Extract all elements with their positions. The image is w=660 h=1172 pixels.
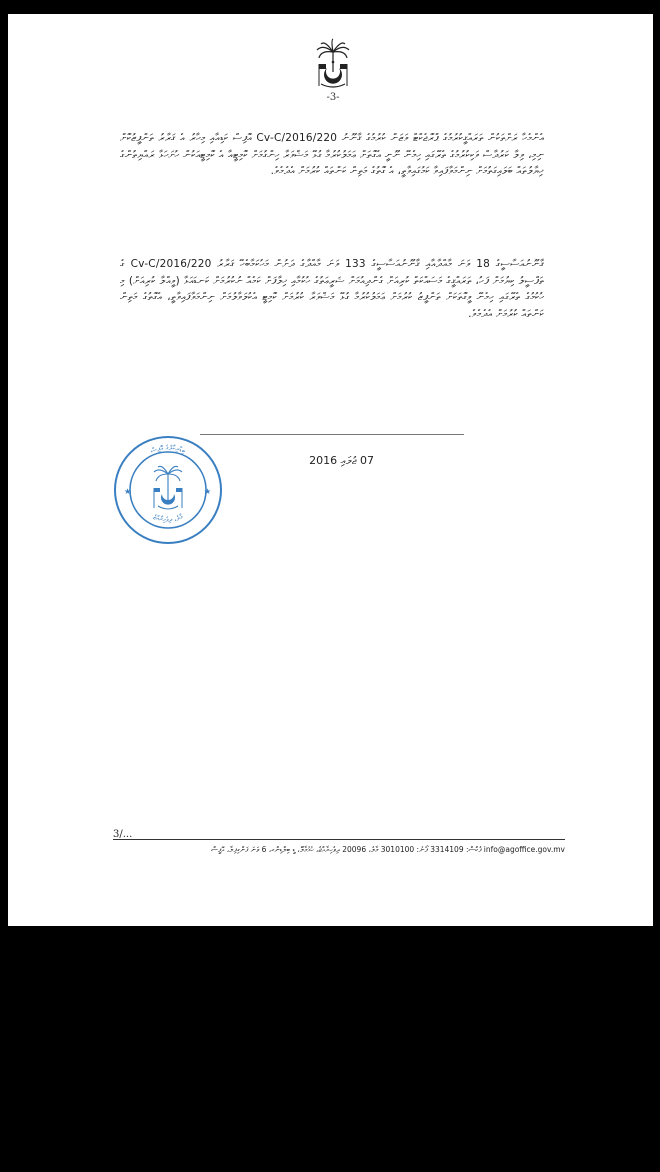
- footer-contact: info@agoffice.gov.mv ފެކްސް: 3314109 ފޯނު: 3010100 މާލެ، 20096 ދިވެހިރާއްޖެ، ހުޅުމާލޭ، ޑީ ބިލްޑިންގ، 6 ވަނަ ފަންގިފިލާ، އޮފީސް: [211, 845, 565, 854]
- body-paragraph-2: ޤާނޫނުއަސާސީގެ 18 ވަނަ މާއްދާއާއި ޤާނޫނުއަސާސީގެ 133 ވަނަ މާއްދާގެ ދަށުން މަހުކަމާބެހޭ ޤަރާރު 220/Cv-C/2016 ގެ ތަފްސީލު ކިޔުމަށް ފަހު، ތަރައްޤީގެ މަސައްކަތް ކުރިއަށް ގެންދިއުމަށް ޝަރީޢަތުގެ ހުކުމާއި ޚިލާފަށް ކަމެއް ނުކުރުމަށް ކަނޑައަޅާ (ވީއްލާ ކުރިއަށް) މި ހުކުމުގެ ތެރޭގައި ހިމެނޭ ވީގޮތަކަށް ތަންފީޒު ކުރުމަށް ޢަމަލުކުރުމާ ގުޅޭ މަޝްވަރާ ކުރުމަށް ކޮމިޓީ އެކުލަވާލުމަށް ނިންމަވާފައިވާތީ، އެގޮތުގެ މަތިން ކަންތައް ކުރުމަށް އެދެމެވެ.: [120, 258, 545, 320]
- svg-text:★: ★: [204, 487, 212, 496]
- body-paragraph-1: އެންމެހާ ރަށްތަކުން ތަރައްޤީކުރުމުގެ ޕްރޮޖެކްޓް ވަޒަން ކުރުމުގެ ޤާނޫނު 220/Cv-C/2016 އޮފިސް ކަޑިއާއި މިހާރު އެ ޤަރާރު ތަންފީޒުކޮށް ނިމި، ވިލާ ކަރުދާސް ވަކިކުރުމުގެ ތެރޭގައި ހިމެނޭ ނޫނީ އެގޮތަށް ޢަމަލުކުރުމާ ގުޅޭ މަޝްވަރާ ހިންގުމަށް ކޮމިޓީއާ އެ ކޮމިޓީއަކުން ހުށަހަޅާ ރައްޔިތުންގެ ޚިޔާލުތައް ބަލައިގަތުމަށް ނިންމަވާފައިވާ ކަމުގައިވާތީ، އެ ގޮތުގެ މަތިން ކަންތައް ކުރުމަށް އެދެމެވެ.: [120, 132, 544, 177]
- signature-date: 07 ޖުލައި 2016: [309, 454, 374, 467]
- svg-text:★: ★: [124, 487, 132, 496]
- svg-text:މާލެ، ދިވެހިރާއްޖެ: [152, 512, 184, 524]
- signature-line: [200, 434, 464, 435]
- official-stamp: [112, 434, 224, 546]
- page-number: -3-: [326, 92, 340, 103]
- national-emblem-icon: [313, 38, 353, 90]
- page-reference: 3/...: [113, 829, 133, 840]
- document-page: [8, 14, 653, 926]
- stamp-text-bottom: މާލެ، ދިވެހިރާއްޖެ: [151, 513, 185, 524]
- svg-text:ބިޑާރިކާލްގެ އޮފީސް: [150, 443, 188, 455]
- stamp-text-top: ބިޑާރިކާލްގެ އޮފީސް: [149, 443, 187, 456]
- footer-divider: [113, 839, 565, 840]
